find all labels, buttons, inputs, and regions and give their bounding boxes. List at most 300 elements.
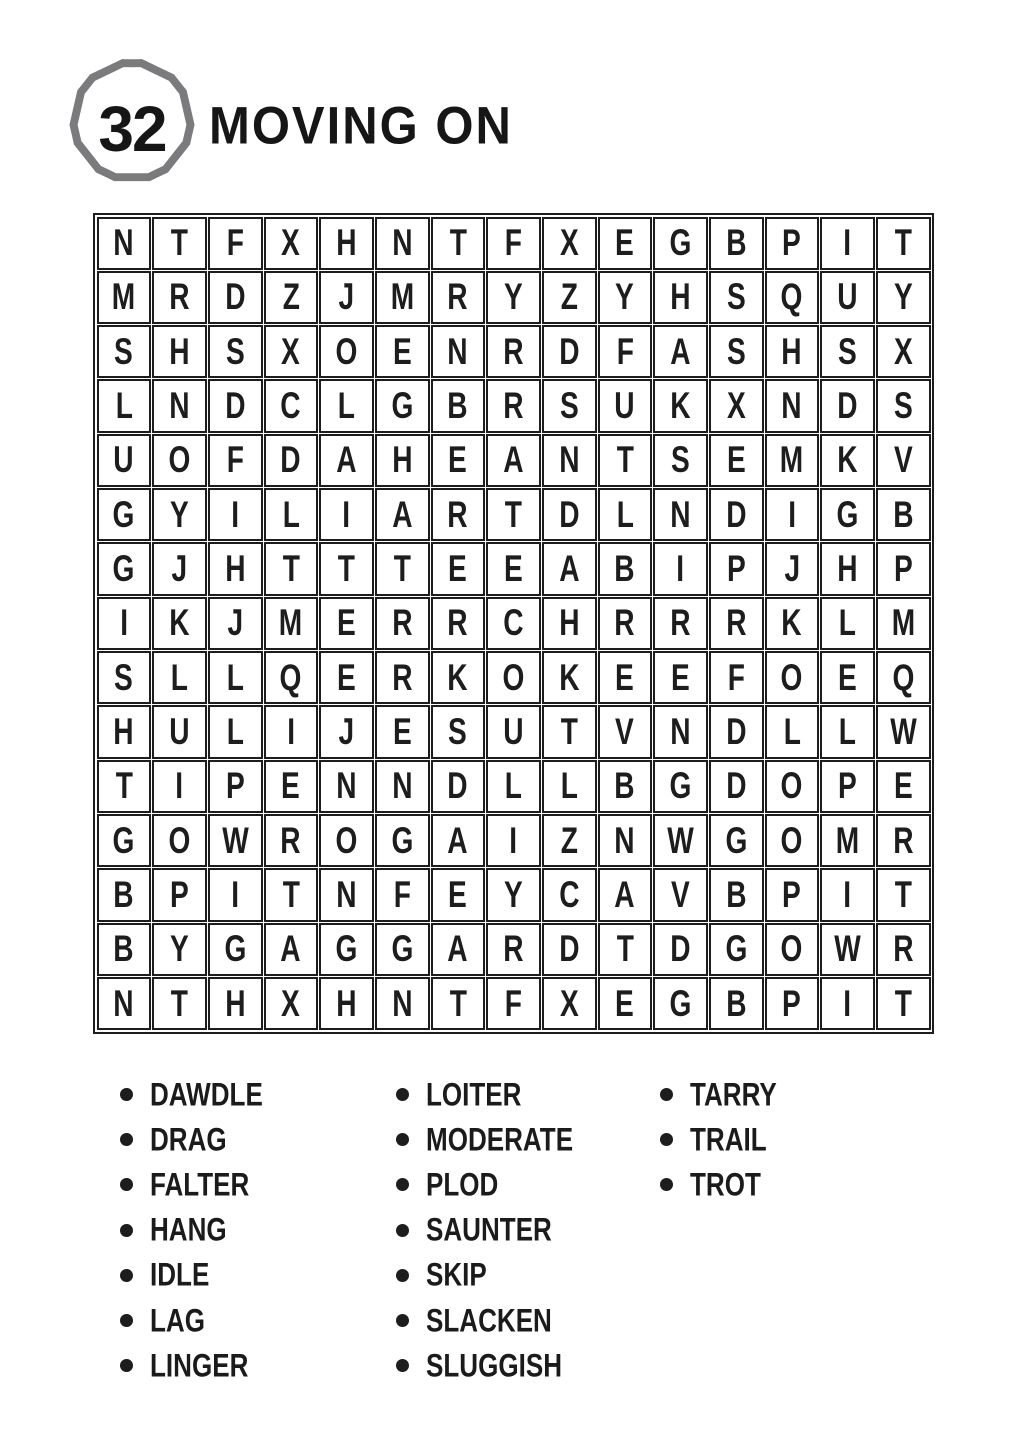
- grid-cell-r15c9[interactable]: [542, 977, 597, 1030]
- grid-letter: A: [336, 439, 357, 481]
- grid-cell-r6c4[interactable]: [264, 488, 319, 541]
- grid-letter: I: [843, 982, 852, 1024]
- grid-letter: B: [726, 222, 747, 264]
- page-title: MOVING ON: [209, 97, 513, 156]
- grid-letter: S: [114, 656, 134, 698]
- grid-letter: Z: [560, 276, 578, 318]
- grid-cell-r12c4[interactable]: [264, 814, 319, 867]
- grid-cell-r13c3[interactable]: [208, 868, 263, 921]
- grid-cell-r8c1[interactable]: [97, 597, 152, 650]
- grid-cell-r3c11[interactable]: [653, 325, 708, 378]
- grid-cell-r10c14[interactable]: [820, 705, 875, 758]
- grid-cell-r1c3[interactable]: [208, 217, 263, 270]
- grid-cell-r10c6[interactable]: [375, 705, 430, 758]
- grid-cell-r14c5[interactable]: [319, 923, 374, 976]
- grid-cell-r9c3[interactable]: [208, 651, 263, 704]
- grid-cell-r3c12[interactable]: [709, 325, 764, 378]
- grid-cell-r15c4[interactable]: [264, 977, 319, 1030]
- grid-cell-r7c4[interactable]: [264, 542, 319, 595]
- grid-cell-r6c3[interactable]: [208, 488, 263, 541]
- grid-letter: T: [894, 982, 912, 1024]
- grid-cell-r3c15[interactable]: [876, 325, 931, 378]
- grid-cell-r5c15[interactable]: [876, 434, 931, 487]
- grid-cell-r7c12[interactable]: [709, 542, 764, 595]
- grid-cell-r10c15[interactable]: [876, 705, 931, 758]
- bullet-icon: [396, 1178, 409, 1191]
- grid-letter: Y: [170, 493, 189, 535]
- word-label: LAG: [150, 1301, 205, 1339]
- grid-cell-r13c13[interactable]: [765, 868, 820, 921]
- grid-letter: N: [336, 874, 357, 916]
- grid-cell-r12c7[interactable]: [431, 814, 486, 867]
- grid-cell-r4c2[interactable]: [152, 379, 207, 432]
- word-label: DAWDLE: [150, 1075, 263, 1113]
- grid-letter: A: [670, 330, 691, 372]
- grid-letter: I: [286, 711, 295, 753]
- grid-cell-r2c6[interactable]: [375, 271, 430, 324]
- grid-cell-r14c4[interactable]: [264, 923, 319, 976]
- grid-cell-r1c5[interactable]: [319, 217, 374, 270]
- grid-cell-r1c2[interactable]: [152, 217, 207, 270]
- grid-cell-r11c4[interactable]: [264, 760, 319, 813]
- grid-letter: H: [392, 439, 413, 481]
- grid-cell-r3c14[interactable]: [820, 325, 875, 378]
- grid-cell-r6c7[interactable]: [431, 488, 486, 541]
- grid-cell-r5c6[interactable]: [375, 434, 430, 487]
- grid-cell-r3c9[interactable]: [542, 325, 597, 378]
- grid-cell-r10c5[interactable]: [319, 705, 374, 758]
- grid-cell-r7c6[interactable]: [375, 542, 430, 595]
- grid-cell-r14c8[interactable]: [486, 923, 541, 976]
- grid-cell-r5c9[interactable]: [542, 434, 597, 487]
- grid-cell-r12c12[interactable]: [709, 814, 764, 867]
- grid-cell-r11c7[interactable]: [431, 760, 486, 813]
- grid-letter: L: [838, 711, 857, 753]
- grid-letter: S: [559, 385, 579, 427]
- grid-cell-r5c1[interactable]: [97, 434, 152, 487]
- grid-cell-r3c4[interactable]: [264, 325, 319, 378]
- grid-cell-r4c9[interactable]: [542, 379, 597, 432]
- bullet-icon: [120, 1088, 133, 1101]
- grid-letter: S: [225, 330, 245, 372]
- grid-letter: D: [225, 385, 246, 427]
- grid-letter: P: [782, 222, 802, 264]
- grid-cell-r8c8[interactable]: [486, 597, 541, 650]
- grid-cell-r14c9[interactable]: [542, 923, 597, 976]
- grid-cell-r4c6[interactable]: [375, 379, 430, 432]
- grid-cell-r10c3[interactable]: [208, 705, 263, 758]
- bullet-icon: [396, 1224, 409, 1237]
- grid-cell-r9c9[interactable]: [542, 651, 597, 704]
- grid-cell-r10c9[interactable]: [542, 705, 597, 758]
- grid-cell-r3c8[interactable]: [486, 325, 541, 378]
- grid-cell-r13c12[interactable]: [709, 868, 764, 921]
- grid-letter: N: [392, 982, 413, 1024]
- grid-cell-r5c13[interactable]: [765, 434, 820, 487]
- grid-cell-r14c11[interactable]: [653, 923, 708, 976]
- grid-cell-r5c12[interactable]: [709, 434, 764, 487]
- grid-cell-r13c10[interactable]: [598, 868, 653, 921]
- grid-cell-r13c5[interactable]: [319, 868, 374, 921]
- bullet-icon: [660, 1133, 673, 1146]
- grid-cell-r11c15[interactable]: [876, 760, 931, 813]
- grid-letter: H: [559, 602, 580, 644]
- grid-cell-r15c7[interactable]: [431, 977, 486, 1030]
- grid-cell-r9c14[interactable]: [820, 651, 875, 704]
- grid-cell-r15c15[interactable]: [876, 977, 931, 1030]
- grid-cell-r12c3[interactable]: [208, 814, 263, 867]
- grid-cell-r6c2[interactable]: [152, 488, 207, 541]
- grid-cell-r15c14[interactable]: [820, 977, 875, 1030]
- grid-cell-r9c13[interactable]: [765, 651, 820, 704]
- grid-cell-r1c7[interactable]: [431, 217, 486, 270]
- grid-cell-r2c5[interactable]: [319, 271, 374, 324]
- grid-cell-r15c5[interactable]: [319, 977, 374, 1030]
- grid-letter: M: [780, 439, 804, 481]
- grid-cell-r8c15[interactable]: [876, 597, 931, 650]
- grid-cell-r14c14[interactable]: [820, 923, 875, 976]
- grid-cell-r14c1[interactable]: [97, 923, 152, 976]
- grid-letter: J: [338, 711, 355, 753]
- word-search-grid[interactable]: [93, 213, 934, 1034]
- grid-letter: M: [835, 819, 860, 861]
- grid-cell-r1c12[interactable]: [709, 217, 764, 270]
- grid-cell-r7c3[interactable]: [208, 542, 263, 595]
- grid-cell-r10c2[interactable]: [152, 705, 207, 758]
- grid-cell-r13c7[interactable]: [431, 868, 486, 921]
- grid-cell-r14c3[interactable]: [208, 923, 263, 976]
- grid-cell-r4c10[interactable]: [598, 379, 653, 432]
- word-list-column-1: [120, 1072, 284, 1388]
- grid-cell-r8c6[interactable]: [375, 597, 430, 650]
- grid-cell-r5c3[interactable]: [208, 434, 263, 487]
- word-item-lag: [120, 1298, 284, 1343]
- grid-letter: X: [559, 982, 579, 1024]
- grid-cell-r7c7[interactable]: [431, 542, 486, 595]
- grid-cell-r1c6[interactable]: [375, 217, 430, 270]
- grid-cell-r2c9[interactable]: [542, 271, 597, 324]
- grid-cell-r10c8[interactable]: [486, 705, 541, 758]
- word-label: TROT: [690, 1166, 761, 1203]
- grid-cell-r11c5[interactable]: [319, 760, 374, 813]
- grid-cell-r9c15[interactable]: [876, 651, 931, 704]
- grid-cell-r5c8[interactable]: [486, 434, 541, 487]
- grid-cell-r2c14[interactable]: [820, 271, 875, 324]
- grid-cell-r2c15[interactable]: [876, 271, 931, 324]
- grid-cell-r1c13[interactable]: [765, 217, 820, 270]
- grid-letter: A: [503, 439, 524, 481]
- word-item-skip: [396, 1253, 601, 1298]
- grid-cell-r10c12[interactable]: [709, 705, 764, 758]
- grid-cell-r15c12[interactable]: [709, 977, 764, 1030]
- grid-cell-r5c4[interactable]: [264, 434, 319, 487]
- grid-cell-r14c6[interactable]: [375, 923, 430, 976]
- grid-cell-r5c10[interactable]: [598, 434, 653, 487]
- grid-cell-r13c6[interactable]: [375, 868, 430, 921]
- grid-letter: I: [509, 819, 518, 861]
- grid-cell-r6c10[interactable]: [598, 488, 653, 541]
- grid-cell-r3c13[interactable]: [765, 325, 820, 378]
- grid-cell-r4c14[interactable]: [820, 379, 875, 432]
- grid-letter: M: [891, 602, 915, 644]
- grid-cell-r12c8[interactable]: [486, 814, 541, 867]
- grid-cell-r12c15[interactable]: [876, 814, 931, 867]
- grid-letter: D: [726, 711, 747, 753]
- grid-cell-r11c1[interactable]: [97, 760, 152, 813]
- grid-cell-r12c2[interactable]: [152, 814, 207, 867]
- grid-letter: Q: [892, 656, 915, 698]
- word-label: SKIP: [426, 1256, 487, 1294]
- grid-cell-r9c12[interactable]: [709, 651, 764, 704]
- grid-cell-r12c11[interactable]: [653, 814, 708, 867]
- grid-cell-r3c2[interactable]: [152, 325, 207, 378]
- grid-cell-r3c5[interactable]: [319, 325, 374, 378]
- grid-cell-r6c1[interactable]: [97, 488, 152, 541]
- grid-cell-r11c11[interactable]: [653, 760, 708, 813]
- grid-cell-r12c14[interactable]: [820, 814, 875, 867]
- grid-cell-r12c1[interactable]: [97, 814, 152, 867]
- grid-cell-r2c10[interactable]: [598, 271, 653, 324]
- grid-letter: T: [170, 982, 189, 1024]
- grid-letter: N: [392, 765, 413, 807]
- grid-cell-r9c7[interactable]: [431, 651, 486, 704]
- grid-cell-r6c9[interactable]: [542, 488, 597, 541]
- grid-cell-r6c12[interactable]: [709, 488, 764, 541]
- grid-cell-r15c3[interactable]: [208, 977, 263, 1030]
- grid-letter: H: [225, 982, 246, 1024]
- grid-cell-r13c8[interactable]: [486, 868, 541, 921]
- grid-cell-r1c11[interactable]: [653, 217, 708, 270]
- grid-cell-r9c11[interactable]: [653, 651, 708, 704]
- grid-cell-r14c13[interactable]: [765, 923, 820, 976]
- grid-letter: L: [337, 385, 356, 427]
- grid-cell-r8c13[interactable]: [765, 597, 820, 650]
- grid-cell-r8c12[interactable]: [709, 597, 764, 650]
- word-label: SAUNTER: [426, 1211, 552, 1248]
- grid-letter: W: [667, 819, 694, 861]
- grid-cell-r9c1[interactable]: [97, 651, 152, 704]
- word-item-falter: [120, 1162, 284, 1207]
- grid-cell-r7c10[interactable]: [598, 542, 653, 595]
- grid-letter: N: [447, 330, 468, 372]
- grid-letter: T: [282, 548, 300, 590]
- grid-cell-r5c7[interactable]: [431, 434, 486, 487]
- grid-cell-r7c2[interactable]: [152, 542, 207, 595]
- grid-letter: Z: [282, 276, 300, 318]
- grid-cell-r7c15[interactable]: [876, 542, 931, 595]
- grid-cell-r7c13[interactable]: [765, 542, 820, 595]
- grid-cell-r7c11[interactable]: [653, 542, 708, 595]
- grid-cell-r11c3[interactable]: [208, 760, 263, 813]
- grid-cell-r12c10[interactable]: [598, 814, 653, 867]
- word-label: HANG: [150, 1211, 227, 1248]
- grid-cell-r3c7[interactable]: [431, 325, 486, 378]
- grid-cell-r15c8[interactable]: [486, 977, 541, 1030]
- grid-letter: V: [615, 711, 635, 753]
- grid-cell-r6c14[interactable]: [820, 488, 875, 541]
- grid-cell-r2c13[interactable]: [765, 271, 820, 324]
- grid-cell-r13c4[interactable]: [264, 868, 319, 921]
- grid-cell-r4c8[interactable]: [486, 379, 541, 432]
- grid-cell-r14c2[interactable]: [152, 923, 207, 976]
- grid-letter: D: [280, 439, 301, 481]
- grid-cell-r9c8[interactable]: [486, 651, 541, 704]
- grid-cell-r15c11[interactable]: [653, 977, 708, 1030]
- grid-cell-r6c11[interactable]: [653, 488, 708, 541]
- grid-cell-r4c4[interactable]: [264, 379, 319, 432]
- grid-cell-r2c4[interactable]: [264, 271, 319, 324]
- grid-letter: H: [113, 711, 134, 753]
- grid-cell-r10c11[interactable]: [653, 705, 708, 758]
- grid-cell-r15c6[interactable]: [375, 977, 430, 1030]
- grid-cell-r9c4[interactable]: [264, 651, 319, 704]
- grid-cell-r9c6[interactable]: [375, 651, 430, 704]
- grid-cell-r15c2[interactable]: [152, 977, 207, 1030]
- grid-letter: I: [843, 874, 852, 916]
- grid-cell-r8c11[interactable]: [653, 597, 708, 650]
- grid-cell-r11c14[interactable]: [820, 760, 875, 813]
- grid-cell-r7c8[interactable]: [486, 542, 541, 595]
- grid-cell-r4c13[interactable]: [765, 379, 820, 432]
- grid-cell-r2c2[interactable]: [152, 271, 207, 324]
- word-list-column-3: [660, 1072, 793, 1208]
- grid-cell-r7c5[interactable]: [319, 542, 374, 595]
- bullet-icon: [396, 1133, 409, 1146]
- grid-cell-r10c13[interactable]: [765, 705, 820, 758]
- grid-cell-r12c9[interactable]: [542, 814, 597, 867]
- grid-cell-r8c7[interactable]: [431, 597, 486, 650]
- grid-cell-r3c6[interactable]: [375, 325, 430, 378]
- grid-cell-r4c11[interactable]: [653, 379, 708, 432]
- grid-cell-r6c15[interactable]: [876, 488, 931, 541]
- grid-cell-r13c1[interactable]: [97, 868, 152, 921]
- grid-cell-r11c2[interactable]: [152, 760, 207, 813]
- grid-cell-r8c14[interactable]: [820, 597, 875, 650]
- grid-letter: G: [669, 982, 692, 1024]
- grid-cell-r10c1[interactable]: [97, 705, 152, 758]
- grid-cell-r12c5[interactable]: [319, 814, 374, 867]
- grid-cell-r4c15[interactable]: [876, 379, 931, 432]
- grid-cell-r9c2[interactable]: [152, 651, 207, 704]
- grid-cell-r5c11[interactable]: [653, 434, 708, 487]
- grid-cell-r13c9[interactable]: [542, 868, 597, 921]
- grid-cell-r4c7[interactable]: [431, 379, 486, 432]
- grid-letter: J: [227, 602, 243, 644]
- grid-letter: G: [112, 819, 135, 861]
- grid-cell-r14c7[interactable]: [431, 923, 486, 976]
- grid-cell-r13c15[interactable]: [876, 868, 931, 921]
- grid-cell-r11c9[interactable]: [542, 760, 597, 813]
- grid-cell-r4c3[interactable]: [208, 379, 263, 432]
- grid-cell-r3c3[interactable]: [208, 325, 263, 378]
- grid-cell-r11c10[interactable]: [598, 760, 653, 813]
- grid-cell-r2c8[interactable]: [486, 271, 541, 324]
- grid-letter: R: [280, 819, 301, 861]
- grid-cell-r6c8[interactable]: [486, 488, 541, 541]
- grid-letter: P: [225, 765, 245, 807]
- grid-cell-r11c13[interactable]: [765, 760, 820, 813]
- grid-cell-r1c9[interactable]: [542, 217, 597, 270]
- grid-cell-r14c15[interactable]: [876, 923, 931, 976]
- grid-cell-r2c1[interactable]: [97, 271, 152, 324]
- grid-cell-r11c12[interactable]: [709, 760, 764, 813]
- grid-cell-r1c14[interactable]: [820, 217, 875, 270]
- grid-cell-r3c10[interactable]: [598, 325, 653, 378]
- grid-letter: T: [616, 439, 634, 481]
- grid-cell-r2c11[interactable]: [653, 271, 708, 324]
- grid-cell-r1c4[interactable]: [264, 217, 319, 270]
- grid-cell-r5c5[interactable]: [319, 434, 374, 487]
- grid-letter: R: [392, 656, 413, 698]
- grid-cell-r8c3[interactable]: [208, 597, 263, 650]
- grid-letter: G: [669, 765, 692, 807]
- grid-cell-r13c14[interactable]: [820, 868, 875, 921]
- grid-cell-r10c10[interactable]: [598, 705, 653, 758]
- grid-letter: E: [615, 222, 635, 264]
- grid-letter: F: [393, 874, 411, 916]
- grid-cell-r8c4[interactable]: [264, 597, 319, 650]
- grid-cell-r6c6[interactable]: [375, 488, 430, 541]
- grid-cell-r13c11[interactable]: [653, 868, 708, 921]
- grid-cell-r15c1[interactable]: [97, 977, 152, 1030]
- grid-cell-r15c10[interactable]: [598, 977, 653, 1030]
- bullet-icon: [120, 1178, 133, 1191]
- grid-cell-r10c7[interactable]: [431, 705, 486, 758]
- word-label: PLOD: [426, 1166, 499, 1203]
- grid-letter: O: [168, 439, 191, 481]
- grid-cell-r8c5[interactable]: [319, 597, 374, 650]
- grid-cell-r6c5[interactable]: [319, 488, 374, 541]
- grid-cell-r4c5[interactable]: [319, 379, 374, 432]
- grid-cell-r7c1[interactable]: [97, 542, 152, 595]
- grid-letter: G: [836, 493, 859, 535]
- grid-cell-r1c10[interactable]: [598, 217, 653, 270]
- grid-cell-r13c2[interactable]: [152, 868, 207, 921]
- grid-cell-r1c15[interactable]: [876, 217, 931, 270]
- grid-cell-r2c3[interactable]: [208, 271, 263, 324]
- grid-cell-r5c2[interactable]: [152, 434, 207, 487]
- grid-letter: E: [392, 330, 412, 372]
- grid-cell-r8c10[interactable]: [598, 597, 653, 650]
- grid-cell-r4c12[interactable]: [709, 379, 764, 432]
- grid-cell-r8c2[interactable]: [152, 597, 207, 650]
- grid-cell-r12c6[interactable]: [375, 814, 430, 867]
- grid-cell-r5c14[interactable]: [820, 434, 875, 487]
- grid-cell-r2c12[interactable]: [709, 271, 764, 324]
- grid-cell-r8c9[interactable]: [542, 597, 597, 650]
- grid-cell-r1c8[interactable]: [486, 217, 541, 270]
- grid-cell-r3c1[interactable]: [97, 325, 152, 378]
- grid-letter: R: [726, 602, 747, 644]
- grid-cell-r7c14[interactable]: [820, 542, 875, 595]
- grid-cell-r11c6[interactable]: [375, 760, 430, 813]
- grid-cell-r15c13[interactable]: [765, 977, 820, 1030]
- grid-cell-r10c4[interactable]: [264, 705, 319, 758]
- grid-cell-r2c7[interactable]: [431, 271, 486, 324]
- grid-cell-r11c8[interactable]: [486, 760, 541, 813]
- grid-cell-r6c13[interactable]: [765, 488, 820, 541]
- grid-cell-r4c1[interactable]: [97, 379, 152, 432]
- grid-cell-r9c10[interactable]: [598, 651, 653, 704]
- grid-letter: A: [559, 548, 580, 590]
- grid-cell-r14c12[interactable]: [709, 923, 764, 976]
- grid-cell-r1c1[interactable]: [97, 217, 152, 270]
- grid-cell-r9c5[interactable]: [319, 651, 374, 704]
- grid-cell-r14c10[interactable]: [598, 923, 653, 976]
- grid-cell-r7c9[interactable]: [542, 542, 597, 595]
- grid-cell-r12c13[interactable]: [765, 814, 820, 867]
- grid-letter: L: [783, 711, 801, 753]
